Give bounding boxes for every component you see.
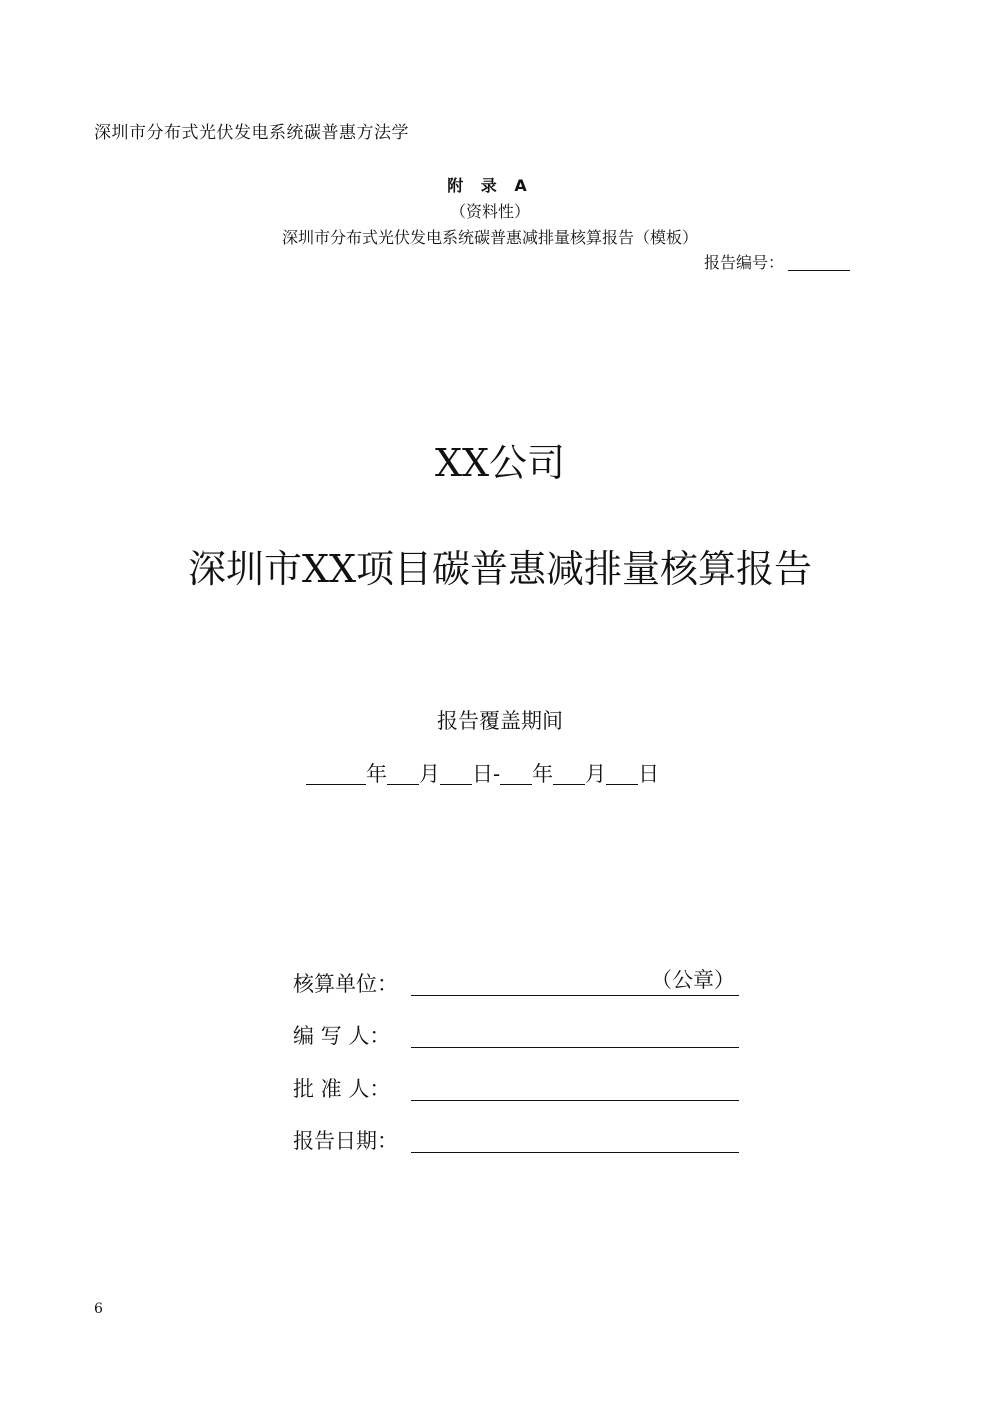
- coverage-period-label: 报告覆盖期间: [437, 709, 563, 733]
- company-name: XX公司: [434, 441, 566, 485]
- writer-field[interactable]: [411, 1023, 739, 1048]
- accounting-unit-label: 核算单位：: [293, 972, 398, 996]
- report-number-label: 报告编号：: [703, 253, 784, 272]
- start-year-unit: 年: [366, 762, 387, 786]
- end-day-blank[interactable]: [606, 766, 638, 785]
- accounting-unit-row: [293, 968, 739, 998]
- end-month-blank[interactable]: [553, 766, 585, 785]
- appendix-subtitle: 深圳市分布式光伏发电系统碳普惠减排量核算报告（模板）: [281, 228, 698, 247]
- report-title: 深圳市XX项目碳普惠减排量核算报告: [187, 547, 813, 591]
- end-day-unit: 日: [638, 762, 660, 786]
- end-year-blank[interactable]: [500, 766, 532, 785]
- start-year-blank[interactable]: [306, 766, 366, 785]
- writer-row: [293, 1020, 739, 1050]
- appendix-nature: （资料性）: [449, 202, 530, 221]
- appendix-title: 附 录 A: [447, 176, 533, 195]
- start-month-blank[interactable]: [387, 766, 419, 785]
- report-date-row: [293, 1125, 739, 1155]
- coverage-period-dates: [306, 758, 659, 788]
- end-year-unit: 年: [532, 762, 554, 786]
- start-month-unit: 月: [419, 762, 440, 786]
- report-number: [704, 250, 850, 273]
- end-month-unit: 月: [585, 762, 607, 786]
- start-day-unit: 日-: [472, 762, 501, 786]
- accounting-unit-field[interactable]: [411, 968, 739, 996]
- report-date-field[interactable]: [411, 1128, 739, 1153]
- page-number: 6: [94, 1301, 103, 1317]
- running-header: 深圳市分布式光伏发电系统碳普惠方法学: [94, 123, 409, 143]
- official-seal-note: （公章）: [651, 968, 735, 992]
- approver-label: 批 准 人：: [293, 1077, 391, 1101]
- start-day-blank[interactable]: [440, 766, 472, 785]
- report-number-blank[interactable]: [788, 256, 850, 271]
- approver-field[interactable]: [411, 1076, 739, 1101]
- report-date-label: 报告日期：: [293, 1129, 398, 1153]
- writer-label: 编 写 人：: [293, 1024, 391, 1048]
- approver-row: [293, 1073, 739, 1103]
